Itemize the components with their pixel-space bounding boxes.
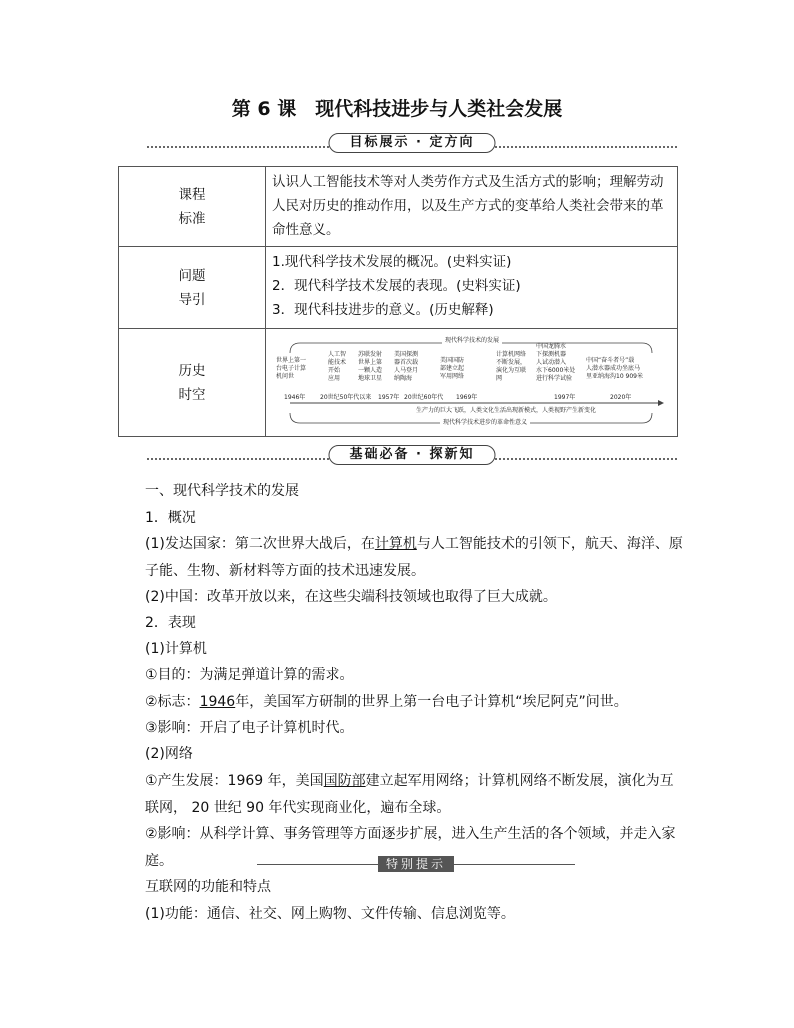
section-banner-basics xyxy=(147,445,677,465)
paragraph: ②标志：1946年，美国军方研制的世界上第一台电子计算机“埃尼阿克”问世。 xyxy=(145,694,628,710)
course-info-table xyxy=(118,166,678,437)
paragraph: (2)中国：改革开放以来，在这些尖端科技领域也取得了巨大成就。 xyxy=(145,589,557,605)
timeline-date: 1946年 xyxy=(284,394,306,401)
paragraph: (1)发达国家：第二次世界大战后，在计算机与人工智能技术的引领下，航天、海洋、原子能、生物、新材料等方面的技术迅速发展。 xyxy=(145,536,683,579)
paragraph: (1)计算机 xyxy=(145,641,207,657)
section-banner-goals xyxy=(147,133,677,153)
subsection-heading: 2．表现 xyxy=(145,615,196,631)
page-title: 第 6 课 现代科技进步与人类社会发展 xyxy=(231,98,563,120)
timeline-date: 20世纪50年代以来 xyxy=(320,394,372,401)
paragraph: (1)功能：通信、社交、网上购物、文件传输、信息浏览等。 xyxy=(145,906,515,922)
timeline-date: 1957年 xyxy=(378,394,400,401)
section-heading: 一、现代科学技术的发展 xyxy=(145,483,299,499)
banner-label: 目标展示 · 定方向 xyxy=(349,135,475,150)
special-tips-banner xyxy=(257,856,575,872)
timeline-top-label: 现代科学技术的发展 xyxy=(442,337,502,345)
timeline-event: 中国“奋斗者号”载 人潜水器成功坐底马 里亚纳海沟10 909米 xyxy=(586,357,643,380)
table-cell-questions: 1.现代科学技术发展的概况。(史料实证) 2．现代科学技术发展的表现。(史料实证) 3．现代科技进步的意义。(历史解释) xyxy=(266,247,678,329)
paragraph: ②影响：从科学计算、事务管理等方面逐步扩展，进入生产生活的各个领域，并走入家庭。 xyxy=(145,826,676,869)
timeline-event: 美国探测 器首次载 人马登月 纳陶海 xyxy=(394,351,419,382)
paragraph: ③影响：开启了电子计算机时代。 xyxy=(145,720,354,736)
timeline-date: 2020年 xyxy=(610,394,632,401)
table-head-questions: 问题 导引 xyxy=(119,247,266,329)
timeline-event: 美国国防 部建立起 军用网络 xyxy=(440,357,465,380)
subsection-heading: 1．概况 xyxy=(145,510,196,526)
timeline-date: 20世纪60年代 xyxy=(404,394,444,401)
table-head-standard: 课程 标准 xyxy=(119,167,266,247)
timeline-event: 世界上第一 台电子计算 机问世 xyxy=(276,357,307,380)
paragraph: ①产生发展：1969 年，美国国防部建立起军用网络；计算机网络不断发展，演化为互联网， 20 世纪 90 年代实现商业化，遍布全球。 xyxy=(145,773,674,816)
timeline-bottom-label: 生产力的巨大飞跃，人类文化生活出现新模式，人类视野产生新变化 xyxy=(416,407,597,414)
tips-label: 特别提示 xyxy=(378,856,454,872)
table-head-timespace: 历史 时空 xyxy=(119,329,266,437)
paragraph: ①目的：为满足弹道计算的需求。 xyxy=(145,667,354,683)
timeline-diagram xyxy=(270,331,673,433)
timeline-event: 计算机网络 不断发展， 演化为互联 网 xyxy=(496,351,527,382)
fill-blank: 1946 xyxy=(199,694,236,710)
timeline-date: 1969年 xyxy=(456,394,478,401)
paragraph: 互联网的功能和特点 xyxy=(145,879,271,895)
paragraph: (2)网络 xyxy=(145,746,193,762)
timeline-date: 1997年 xyxy=(554,394,576,401)
timeline-bottom-title: 现代科学技术进步的革命性意义 xyxy=(440,419,530,427)
table-cell-standard: 认识人工智能技术等对人类劳作方式及生活方式的影响；理解劳动人民对历史的推动作用，以及生产方式的变革给人类社会带来的革命性意义。 xyxy=(266,167,678,247)
timeline-event: 苏联发射 世界上第 一颗人造 地球卫星 xyxy=(358,351,383,382)
banner-label: 基础必备 · 探新知 xyxy=(349,447,475,462)
fill-blank: 国防部 xyxy=(323,773,366,789)
fill-blank: 计算机 xyxy=(374,536,417,552)
table-cell-timeline xyxy=(266,329,678,437)
timeline-event: 人工智 能技术 开始 应用 xyxy=(328,351,347,382)
timeline-event: 中国龙腾水 下探测机器 人试动潜入 水下6000米处 进行科学试验 xyxy=(536,343,576,382)
